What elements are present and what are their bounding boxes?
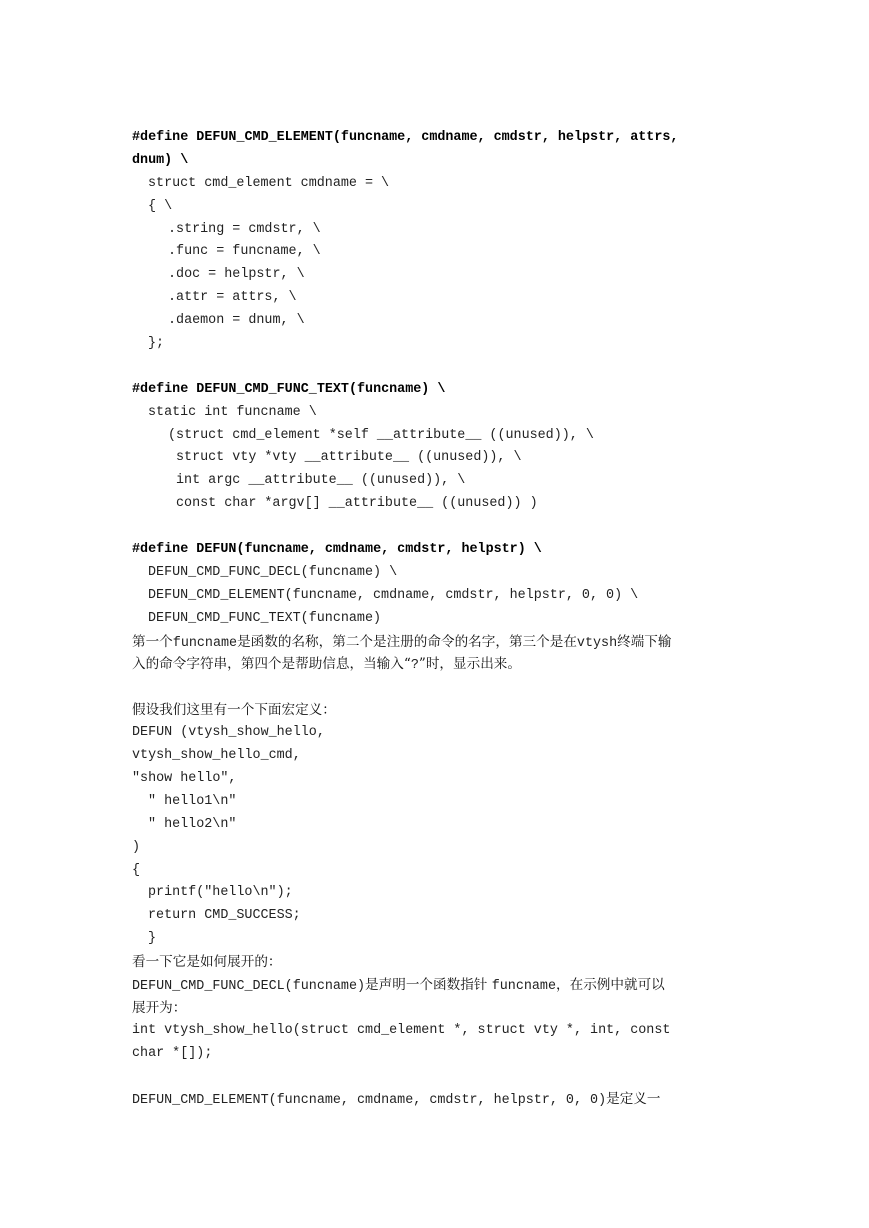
example-code-line: } xyxy=(148,931,157,947)
example-intro: 假设我们这里有一个下面宏定义： xyxy=(132,702,336,719)
spacer xyxy=(132,516,739,539)
expand-intro: 看一下它是如何展开的： xyxy=(132,954,282,971)
code-line: .string = cmdstr, \ xyxy=(168,221,321,237)
define-defun-cmd-func-text: #define DEFUN_CMD_FUNC_TEXT(funcname) \ xyxy=(132,381,446,397)
text-run: 是定义一 xyxy=(606,1091,661,1108)
code-line: DEFUN_CMD_FUNC_DECL(funcname) \ xyxy=(148,564,398,580)
spacer xyxy=(132,676,739,699)
spacer xyxy=(132,356,739,379)
example-code-line: return CMD_SUCCESS; xyxy=(148,908,301,924)
explanation2-line1 xyxy=(132,974,739,997)
example-code-line: "show hello", xyxy=(132,770,237,786)
code-line: DEFUN_CMD_ELEMENT(funcname, cmdname, cmdstr, helpstr, 0, 0) \ xyxy=(148,587,639,603)
example-code-line: { xyxy=(132,862,141,878)
example-code-line: ) xyxy=(132,839,141,855)
define-defun-cmd-element-line2: dnum) \ xyxy=(132,152,189,168)
code-line: .attr = attrs, \ xyxy=(168,290,297,306)
example-code-line: vtysh_show_hello_cmd, xyxy=(132,748,301,764)
code-line: .doc = helpstr, \ xyxy=(168,267,305,283)
code-run: ? xyxy=(410,658,419,674)
explanation3-line1 xyxy=(132,1088,739,1111)
expanded-code-line1: int vtysh_show_hello(struct cmd_element *, struct vty *, int, const xyxy=(132,1022,671,1038)
code-line: { \ xyxy=(148,198,173,214)
text-run: 终端下输 xyxy=(617,633,672,650)
explanation2-line2: 展开为： xyxy=(132,999,187,1016)
define-defun-cmd-element-line1: #define DEFUN_CMD_ELEMENT(funcname, cmdname, cmdstr, helpstr, attrs, xyxy=(132,130,679,145)
code-line: .func = funcname, \ xyxy=(168,244,321,260)
code-line: int argc __attribute__ ((unused)), \ xyxy=(176,473,466,489)
code-run: vtysh xyxy=(576,635,618,651)
example-code-line: printf("hello\n"); xyxy=(148,885,293,901)
code-line: static int funcname \ xyxy=(148,404,317,420)
code-line: .daemon = dnum, \ xyxy=(168,313,305,329)
code-run: funcname xyxy=(491,978,557,994)
text-run: 是函数的名称，第二个是注册的命令的名字，第三个是在 xyxy=(237,633,577,650)
code-line: struct vty *vty __attribute__ ((unused)), \ xyxy=(176,450,522,466)
code-line: }; xyxy=(148,336,165,352)
document-body xyxy=(132,127,739,1111)
code-run: DEFUN_CMD_FUNC_DECL(funcname) xyxy=(132,978,366,994)
explanation-paragraph-line2 xyxy=(132,653,739,676)
define-defun: #define DEFUN(funcname, cmdname, cmdstr, helpstr) \ xyxy=(132,542,542,558)
explanation-paragraph-line1 xyxy=(132,631,739,654)
example-code-line: " hello1\n" xyxy=(148,793,237,809)
text-run: 入的命令字符串，第四个是帮助信息，当输入“ xyxy=(132,656,411,673)
spacer xyxy=(132,1066,739,1089)
example-code-line: DEFUN (vtysh_show_hello, xyxy=(132,725,325,741)
expanded-code-line2: char *[]); xyxy=(132,1045,213,1061)
code-line: struct cmd_element cmdname = \ xyxy=(148,175,390,191)
code-run: funcname xyxy=(172,635,238,651)
text-run: 第一个 xyxy=(132,633,173,650)
code-run: DEFUN_CMD_ELEMENT(funcname, cmdname, cmdstr, helpstr, 0, 0) xyxy=(132,1093,607,1109)
code-line: const char *argv[] __attribute__ ((unused)) ) xyxy=(176,496,538,512)
text-run: ，在示例中就可以 xyxy=(556,976,665,993)
text-run: ”时，显示出来。 xyxy=(418,656,521,673)
code-line: DEFUN_CMD_FUNC_TEXT(funcname) xyxy=(148,610,382,626)
code-line: (struct cmd_element *self __attribute__ ((unused)), \ xyxy=(168,427,594,443)
text-run: 是声明一个函数指针 xyxy=(365,976,492,993)
example-code-line: " hello2\n" xyxy=(148,816,237,832)
